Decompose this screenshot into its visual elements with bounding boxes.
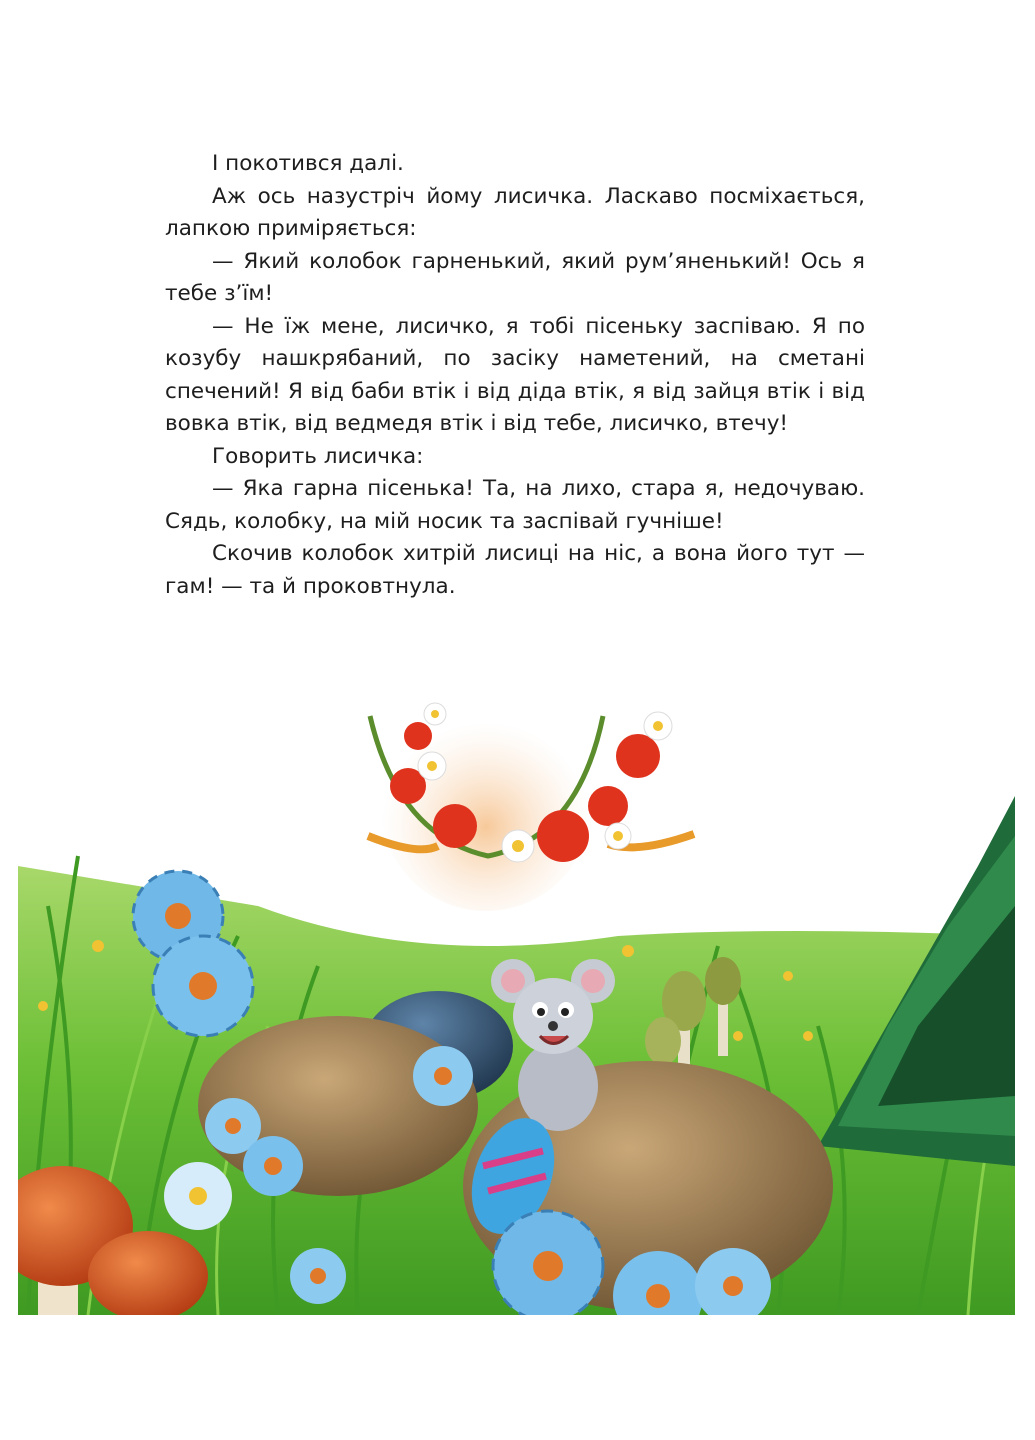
book-page [18, 66, 1015, 1315]
story-paragraph: Скочив колобок хитрій лисиці на ніс, а вона його тут — гам! — та й проковтнула. [165, 541, 865, 599]
story-paragraph: — Яка гарна пісенька! Та, на лихо, стара я, недочуваю. Сядь, колобку, на мій носик та заспівай гучніше! [165, 476, 865, 534]
meadow-illustration [18, 606, 1015, 1315]
story-paragraph: І покотився далі. [212, 151, 404, 176]
story-paragraph: — Який колобок гарненький, який рум’яненький! Ось я тебе з’їм! [165, 248, 865, 306]
story-paragraph: Говорить лисичка: [212, 443, 424, 469]
story-paragraph: — Не їж мене, лисичко, я тобі пісеньку заспіваю. Я по козубу нашкрябаний, по засіку наметений, на сметані спечений! Я від баби втік і від діда втік, я від зайця втік і від вовка втік, від ведмедя втік і від тебе, лисичко, втечу! [165, 313, 865, 436]
meadow-illustration-icon [18, 606, 1015, 1315]
story-text [165, 148, 865, 603]
story-paragraph: Аж ось назустріч йому лисичка. Ласкаво посміхається, лапкою приміряється: [165, 183, 865, 241]
flower-wreath [368, 701, 694, 911]
